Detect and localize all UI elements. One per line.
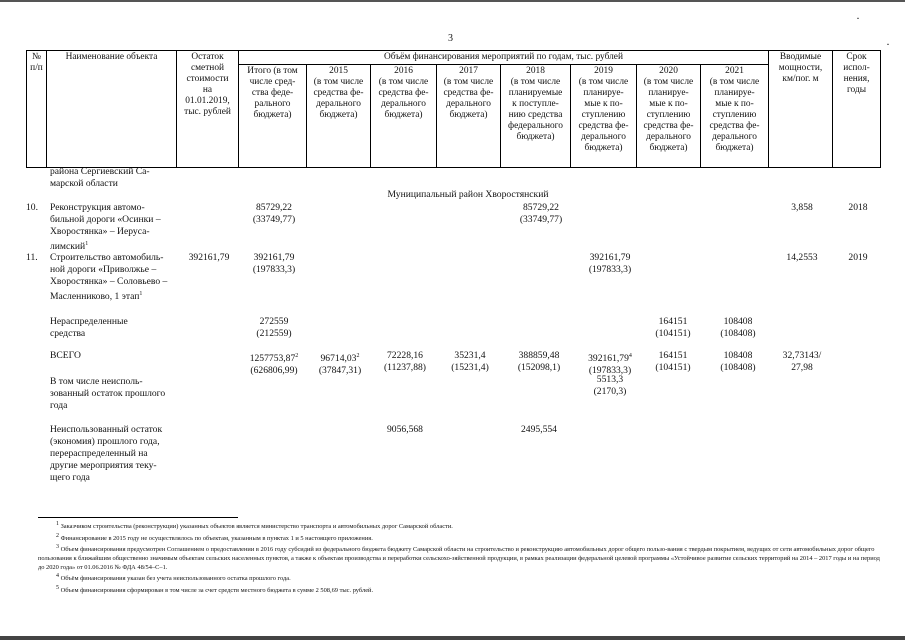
total-2017: 35231,4 (15231,4) [451, 350, 489, 373]
row11-2019: 392161,79 (197833,3) [588, 252, 632, 275]
row10-number: 10. [26, 202, 38, 213]
financing-table [26, 50, 881, 168]
row11-object-name: Строительство автомобиль- ной дороги «Приволжье – Хворостянка» – Соловьево – Масленниково, 1 этап$^1$ [50, 252, 168, 303]
unallocated-name: Нераспределенные средства [50, 316, 128, 339]
header-year-2016: 2016 (в том числе средства фе- дерального бюджета) [371, 65, 437, 168]
unallocated-2020: 164151 (104151) [655, 316, 691, 339]
table-body [26, 166, 886, 496]
savings-name: Неиспользованный остаток (экономия) прошлого года, перераспределенный на другие мероприятия теку- щего года [50, 424, 163, 483]
total-label: ВСЕГО [50, 350, 81, 361]
continued-object-text: района Сергиевский Са- марской области [50, 166, 150, 189]
row11-balance: 392161,79 [188, 252, 230, 263]
header-year-2015: 2015 (в том числе средства фе- дерального бюджета) [307, 65, 371, 168]
footnote-5: $^5$ Объем финансирования сформирован в том числе за счет средств местного бюджета в сумме 2 508,69 тыс. рублей. [56, 585, 374, 595]
unallocated-2021: 108408 (108408) [720, 316, 756, 339]
row11-total: 392161,79 (197833,3) [252, 252, 296, 275]
header-balance: Остаток сметной стоимости на 01.01.2019, тыс. рублей [177, 51, 239, 168]
header-number: № п/п [27, 51, 47, 168]
footnote-separator [38, 517, 238, 518]
header-year-2021: 2021 (в том числе планируе- мые к по- ступлению средства фе- дерального бюджета) [701, 65, 769, 168]
row10-2018: 85729,22 (33749,77) [519, 202, 563, 225]
top-scan-border [0, 0, 905, 2]
header-total: Итого (в том числе сред- ства феде- рального бюджета) [239, 65, 307, 168]
row10-total: 85729,22 (33749,77) [252, 202, 296, 225]
unused-prev-name: В том числе неисполь- зованный остаток прошлого года [50, 376, 166, 411]
scan-dot: · [856, 11, 860, 25]
total-2021: 108408 (108408) [720, 350, 756, 373]
total-2020: 164151 (104151) [655, 350, 691, 373]
row11-capacity: 14,2553 [786, 252, 818, 263]
header-financing-group: Объём финансирования мероприятий по годам, тыс. рублей [239, 51, 769, 65]
footnote-2: $^2$ Финансирование в 2015 году не осуществлялось по объектам, указанным в пунктах 1 и 5 настоящего приложения. [56, 532, 373, 542]
unused-prev-2019: 5513,3 (2170,3) [593, 374, 627, 397]
header-year-2019: 2019 (в том числе планируе- мые к по- ступлению средства фе- дерального бюджета) [571, 65, 637, 168]
district-heading: Муниципальный район Хворостянский [387, 189, 549, 200]
total-2015: 96714,03$^2$ (37847,31) [318, 353, 362, 377]
header-year-2020: 2020 (в том числе планируе- мые к по- ступлению средства фе- дерального бюджета) [637, 65, 701, 168]
footnote-4: $^4$ Объём финансирования указан без учета неиспользованного остатка прошлого года. [56, 573, 291, 583]
footnotes [38, 520, 883, 596]
header-year-2018: 2018 (в том числе планируемые к поступле- нию средства федерального бюджета) [501, 65, 571, 168]
row10-object-name: Реконструкция автомо- бильной дороги «Осинки – Хворостянка» – Иеруса- лимский$^1$ [50, 202, 161, 253]
row11-number: 11. [26, 252, 38, 263]
savings-2018: 2495,554 [521, 424, 557, 435]
total-capacity: 32,73143/ 27,98 [782, 350, 822, 373]
header-object-name: Наименование объекта [47, 51, 177, 168]
footnote-3: $^3$ Объем финансирования предусмотрен Соглашением о предоставлении в 2016 году субсидий из федерального бюджета бюджету Самарской области на строительство и реконструкцию автомобильных дорог общего пользо-вания с твердым покрытием, ведущих от сети автомобильных дорог общего пользования к ближайшим общественно значимым объектам сельских населенных пунктов, а также к объектам производства и переработки сельскохо-зяйственной продукции, в рамках реализации федеральной целевой программы «Устойчивое развитие сельских территорий на 2014 – 2017 годы и на период до 2020 года» от 01.06.2016 № ФДА 48/54–С–1. [38, 544, 880, 571]
page-number: 3 [448, 33, 453, 44]
header-term: Срок испол- нения, годы [833, 51, 881, 168]
scan-dot: · [886, 37, 890, 51]
footnote-1: $^1$ Заказчиком строительства (реконструкции) указанных объектов является министерство транспорта и автомобильных дорог Самарской области. [56, 521, 453, 531]
row10-term: 2018 [848, 202, 868, 213]
savings-2016: 9056,568 [387, 424, 423, 435]
row11-term: 2019 [848, 252, 868, 263]
total-2019: 392161,79$^4$ (197833,3) [588, 353, 632, 377]
total-2018: 388859,48 (152098,1) [517, 350, 561, 373]
header-year-2017: 2017 (в том числе средства фе- дерального бюджета) [437, 65, 501, 168]
header-capacity: Вводимые мощности, км/пог. м [769, 51, 833, 168]
total-sum: 1257753,87$^2$ (626806,99) [249, 353, 299, 377]
row10-capacity: 3,858 [791, 202, 813, 213]
bottom-scan-border [0, 636, 905, 640]
total-2016: 72228,16 (11237,88) [383, 350, 426, 373]
unallocated-total: 272559 (212559) [256, 316, 292, 339]
